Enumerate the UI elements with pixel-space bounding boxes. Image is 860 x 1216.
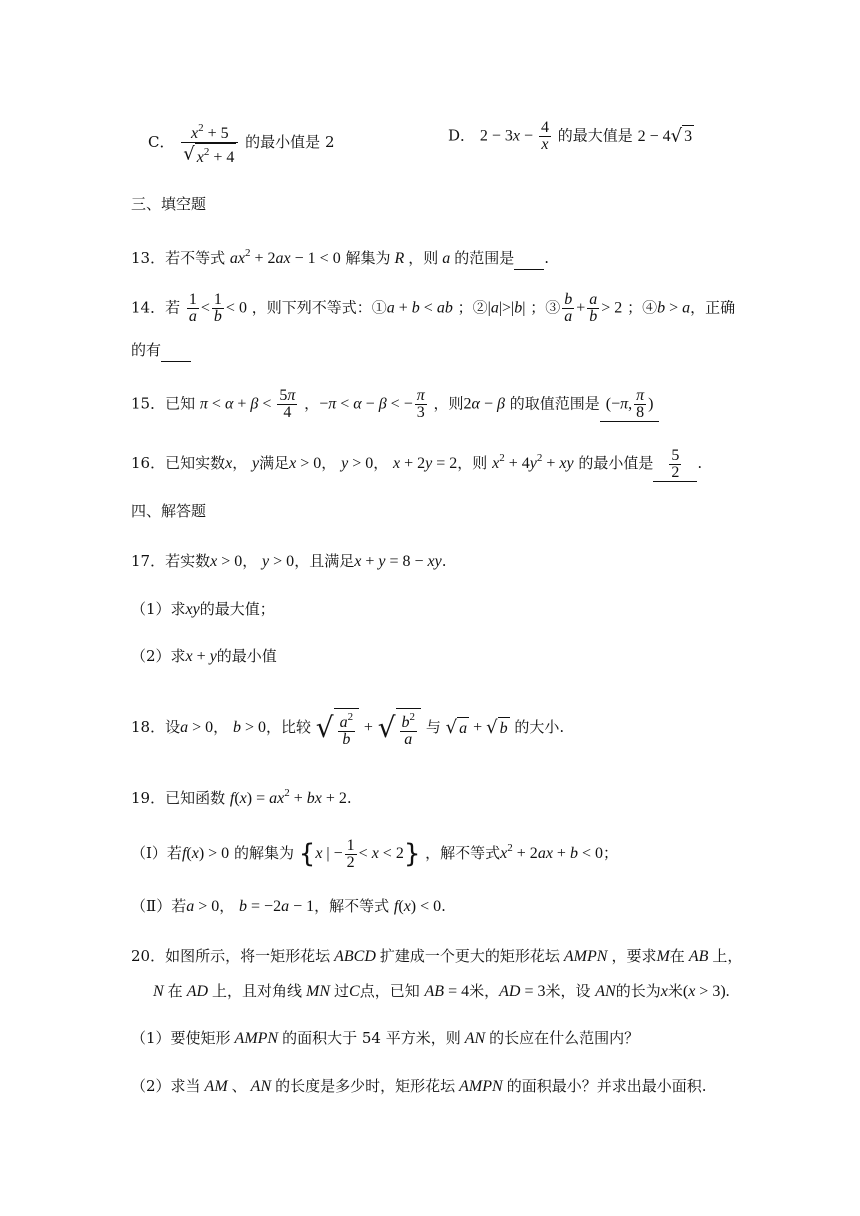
question-20-line2: N 在 AD 上，且对角线 MN 过C点，已知 AB = 4米，AD = 3米，设 AN的长为x米(x > 3).: [153, 982, 730, 1000]
question-19-part1: （Ⅰ）若f(x) > 0 的解集为 {x | − $\frac{1}{2}$ < x < 2} ，解不等式$x^2 + 2ax + b < 0$；: [131, 836, 618, 871]
answer-blank[interactable]: (−π, $\frac{\pi}{8}$ ): [600, 388, 660, 422]
answer-blank[interactable]: [514, 247, 544, 270]
question-13: 13．若不等式 $ax^2 + 2ax - 1 < 0$ 解集为 R ，则 a 的范围是 .: [131, 242, 549, 270]
question-20: 20．如图所示，将一矩形花坛 ABCD 扩建成一个更大的矩形花坛 AMPN ，要求M在 AB 上，: [131, 947, 743, 965]
question-20-part2: （2）求当 AM 、 AN 的长度是多少时，矩形花坛 AMPN 的面积最小？并求出最小面积.: [131, 1077, 707, 1095]
option-c: C． $\frac{x^2 + 5}{√ x^2 + 4}$ 的最小值是 2: [148, 122, 335, 166]
question-17-part2: （2）求x + y的最小值: [131, 647, 277, 665]
question-14-line2: 的有: [131, 339, 191, 362]
question-16: 16．已知实数x， y满足x > 0， y > 0， x + 2y = 2，则 $x^2 + 4y^2$ + xy 的最小值是 $\frac{5}{2}$ .: [131, 446, 703, 481]
answer-blank[interactable]: $\frac{5}{2}$: [653, 448, 697, 482]
question-14: 14．若 $\frac{1}{a}$ < $\frac{1}{b}$ < 0 ，则下列不等式：①a + b < ab ；②|a|>|b| ；③ $\frac{b}{a}$ + $\frac{a}{b}$ > 2 ；④b > a，正确: [131, 291, 736, 325]
question-17: 17．若实数x > 0， y > 0，且满足x + y = 8 − xy.: [131, 552, 447, 570]
option-c-fraction: $\frac{x^2 + 5}{√ x^2 + 4}$: [181, 120, 238, 166]
question-19: 19．已知函数 $f(x) = ax^2$ + bx + 2.: [131, 787, 352, 807]
question-19-part2: （Ⅱ）若a > 0， b = −2a − 1，解不等式 f(x) < 0.: [131, 897, 446, 915]
section-heading-fill-in: 三、填空题: [131, 195, 207, 213]
question-20-part1: （1）要使矩形 AMPN 的面积大于 54 平方米，则 AN 的长应在什么范围内？: [131, 1029, 640, 1047]
question-18: 18．设a > 0， b > 0，比较 √ $\frac{a^2}{b}$ + √ $\frac{b^2}{a}$ 与 √ a + √ b 的大小.: [131, 708, 564, 748]
question-15: 15．已知 π < α + β < $\frac{5\pi}{4}$ ，−π < α − β < − $\frac{\pi}{3}$ ，则2α − β 的取值范围是 (−π, $\frac{\pi}{8}$ ): [131, 388, 659, 422]
answer-blank[interactable]: [161, 339, 191, 362]
option-d: D． 2 − 3x − $\frac{4}{x}$ 的最大值是 2 − 4√ 3: [448, 119, 693, 153]
question-17-part1: （1）求xy的最大值；: [131, 600, 275, 618]
section-heading-solve: 四、解答题: [131, 502, 207, 520]
